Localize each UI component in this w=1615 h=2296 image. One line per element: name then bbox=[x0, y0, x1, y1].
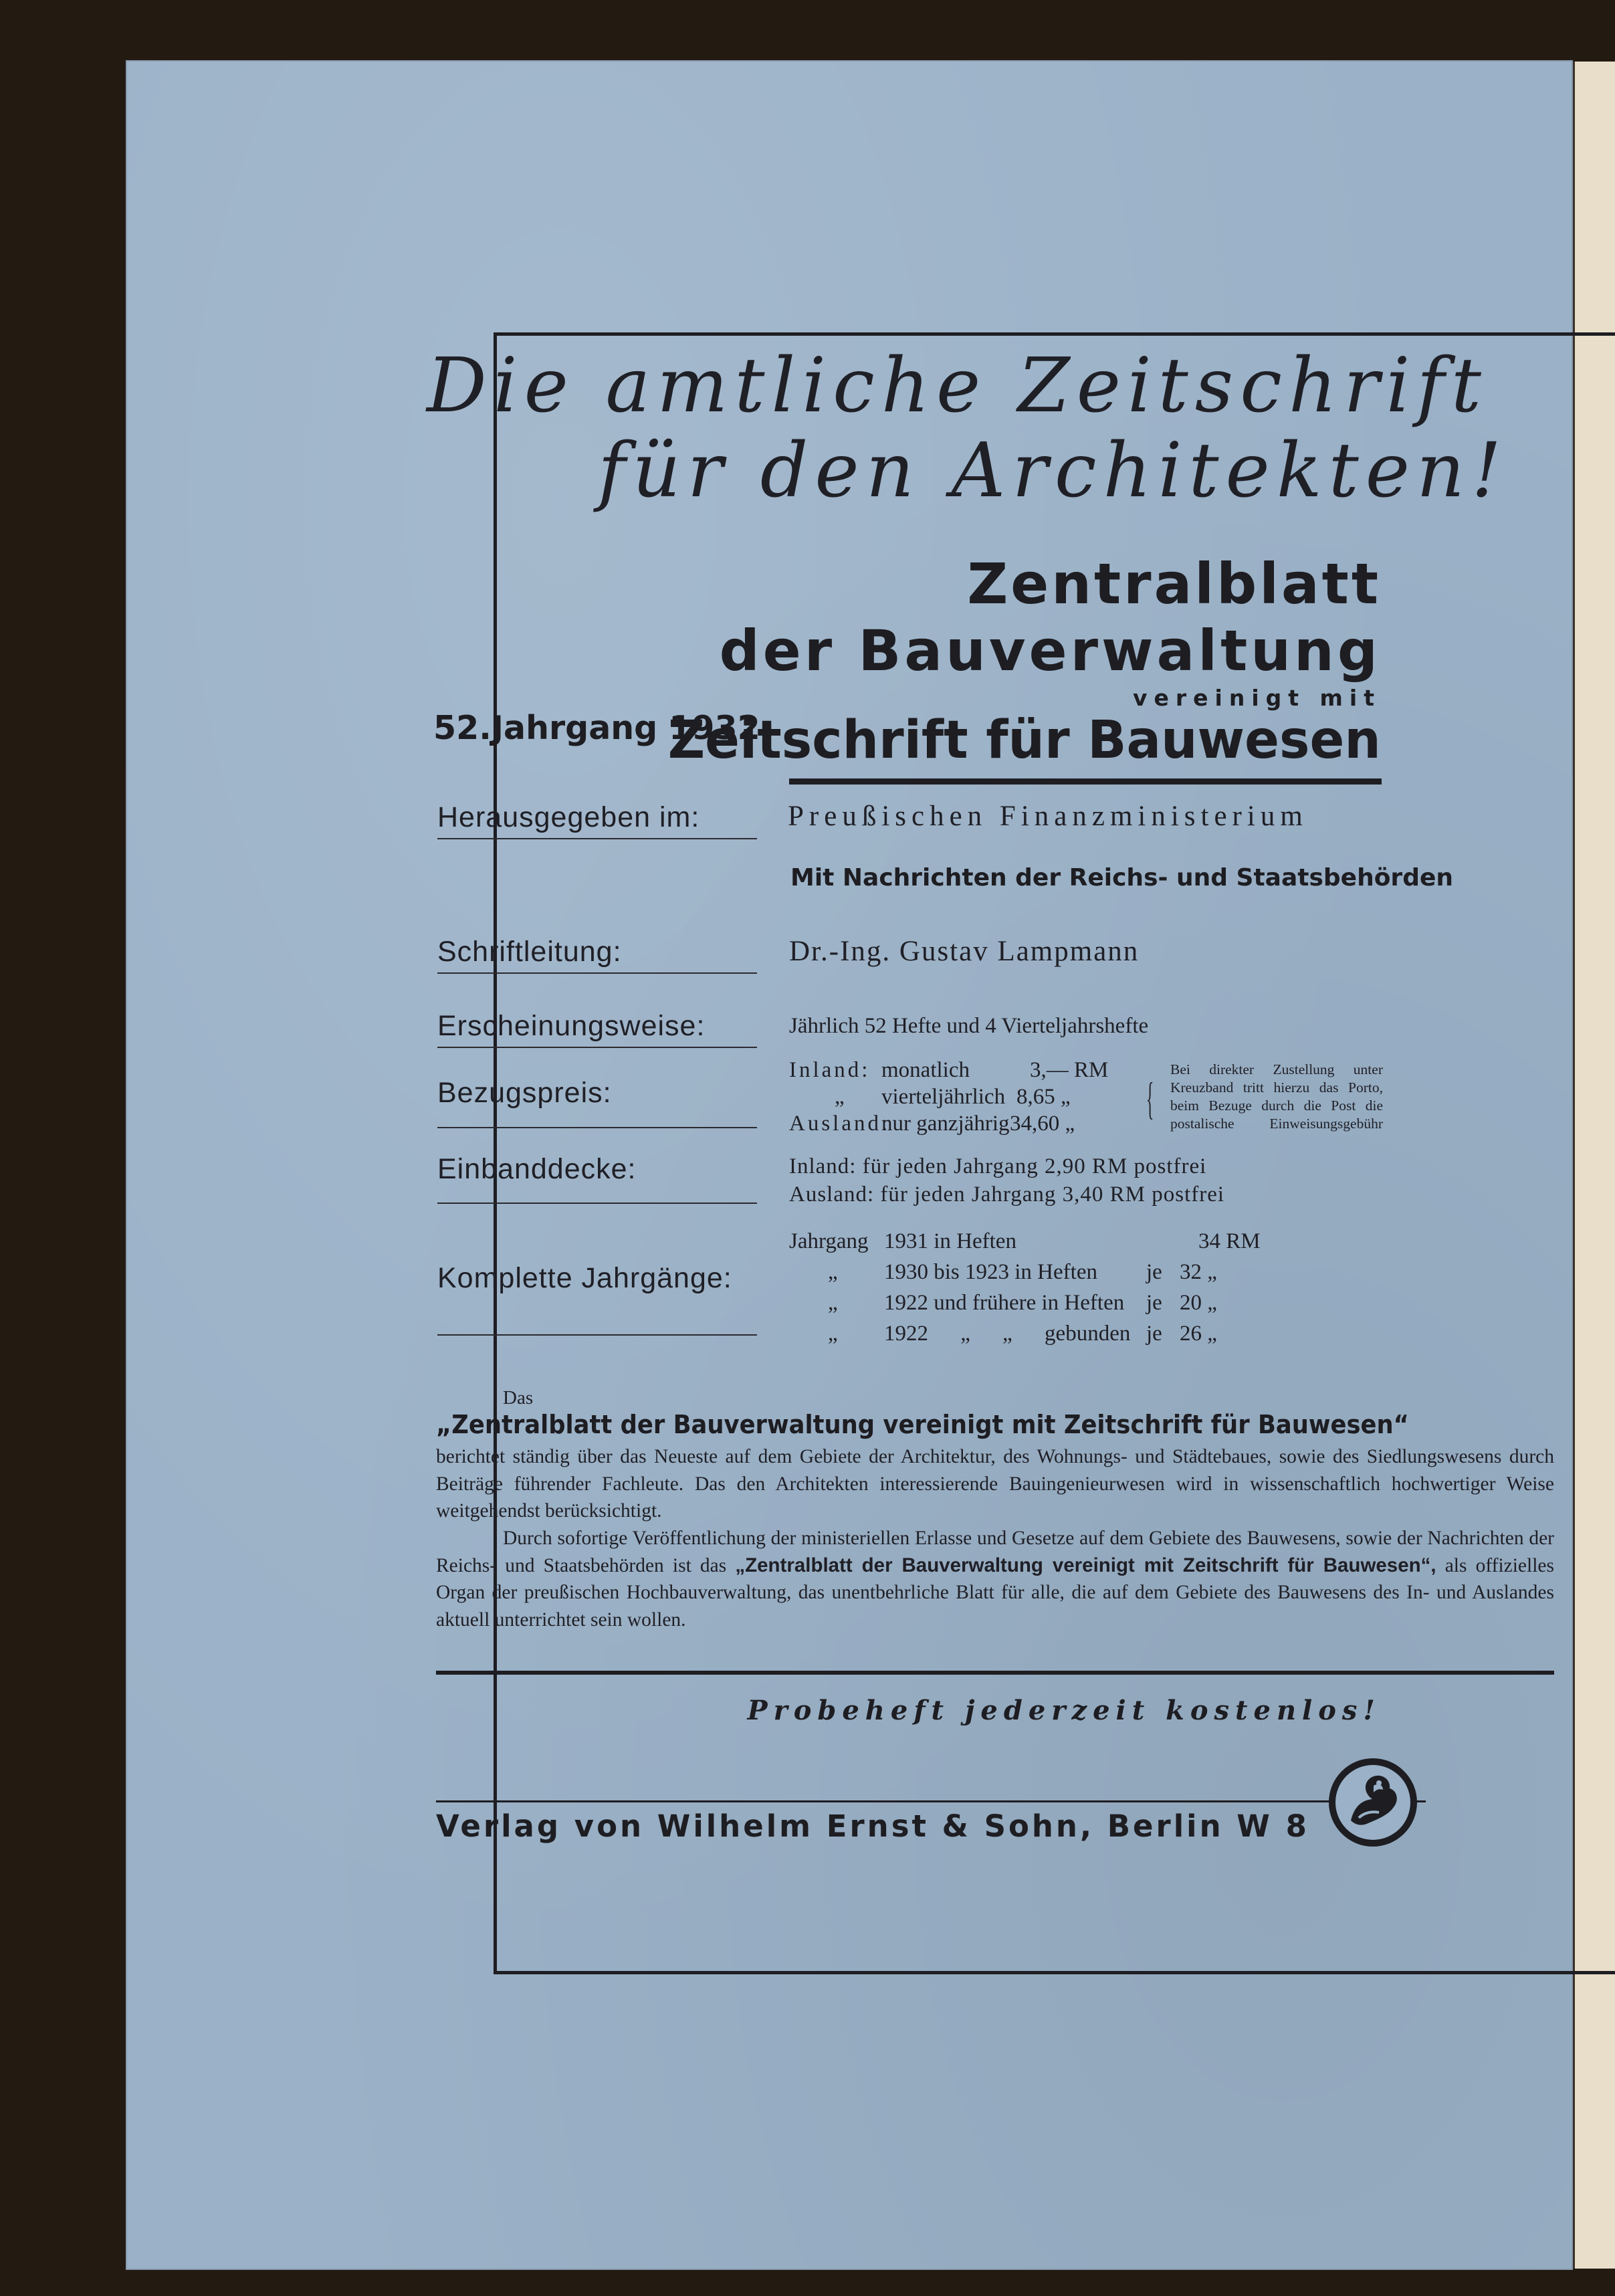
volumes-line-2-label: „ bbox=[828, 1260, 838, 1284]
volumes-line-4-price: 26 „ bbox=[1180, 1322, 1217, 1346]
frequency-label-underline bbox=[437, 1047, 757, 1048]
volumes-line-1-price: 34 RM bbox=[1198, 1229, 1261, 1253]
sample-rule bbox=[436, 1671, 1554, 1675]
sample-offer: Probeheft jederzeit kostenlos! bbox=[747, 1695, 1381, 1726]
footer-rule bbox=[436, 1800, 1426, 1802]
document-page bbox=[127, 62, 1572, 2269]
body-das: Das bbox=[503, 1387, 534, 1408]
price-line-3-region: Ausland: bbox=[789, 1112, 891, 1136]
price-note: Bei direkter Zustellung unter Kreuzband tritt hierzu das Porto, beim Bezuge durch die Post die postalische Einweisungsgebühr bbox=[1170, 1061, 1383, 1132]
publisher-value: Preußischen Finanzministerium bbox=[788, 801, 1308, 832]
volumes-line-1-label: Jahrgang bbox=[789, 1229, 869, 1253]
price-line-2-period: vierteljährlich bbox=[881, 1085, 1006, 1109]
price-line-3-amount: 34,60 „ bbox=[1010, 1112, 1075, 1136]
masthead-title-1: Zentralblatt bbox=[967, 551, 1381, 617]
volume-year: 52.Jahrgang 1932 bbox=[433, 709, 760, 747]
editor-label-underline bbox=[437, 972, 757, 974]
price-label-underline bbox=[437, 1127, 757, 1128]
editor-label: Schriftleitung: bbox=[437, 936, 622, 968]
volumes-line-3-years: 1922 und frühere in Heften bbox=[884, 1291, 1125, 1315]
volumes-line-4-je: je bbox=[1146, 1322, 1162, 1346]
price-line-2-amount: 8,65 „ bbox=[1016, 1085, 1071, 1109]
masthead-title-3: Zeitschrift für Bauwesen bbox=[667, 710, 1381, 770]
price-brace: { bbox=[1146, 1073, 1154, 1124]
volumes-line-4-years: 1922 „ „ gebunden bbox=[884, 1322, 1131, 1346]
publisher-griffin-logo-icon bbox=[1324, 1754, 1422, 1851]
volumes-line-3-price: 20 „ bbox=[1180, 1291, 1217, 1315]
binding-label: Einbanddecke: bbox=[437, 1153, 637, 1185]
headline-line-1: Die amtliche Zeitschrift bbox=[427, 342, 1488, 429]
publisher-label-underline bbox=[437, 838, 757, 839]
price-line-2-region: „ bbox=[835, 1085, 845, 1109]
publisher-label: Herausgegeben im: bbox=[437, 801, 700, 833]
publisher-imprint: Verlag von Wilhelm Ernst & Sohn, Berlin W 8 bbox=[436, 1808, 1309, 1844]
binding-line-1: Inland: für jeden Jahrgang 2,90 RM postfrei bbox=[789, 1154, 1207, 1178]
volumes-line-3-label: „ bbox=[828, 1291, 838, 1315]
volumes-line-2-price: 32 „ bbox=[1180, 1260, 1217, 1284]
frequency-label: Erscheinungsweise: bbox=[437, 1010, 706, 1042]
volumes-line-3-je: je bbox=[1146, 1291, 1162, 1315]
masthead-title-2: der Bauverwaltung bbox=[719, 618, 1381, 684]
price-line-1-amount: 3,— RM bbox=[1030, 1058, 1109, 1082]
subtitle: Mit Nachrichten der Reichs- und Staatsbehörden bbox=[790, 864, 1454, 892]
masthead-rule bbox=[789, 778, 1382, 785]
binding-line-2: Ausland: für jeden Jahrgang 3,40 RM postfrei bbox=[789, 1182, 1225, 1207]
body-heading: „Zentralblatt der Bauverwaltung vereinigt mit Zeitschrift für Bauwesen“ bbox=[436, 1410, 1409, 1439]
price-label: Bezugspreis: bbox=[437, 1077, 612, 1109]
volumes-line-4-label: „ bbox=[828, 1322, 838, 1346]
volumes-line-2-years: 1930 bis 1923 in Heften bbox=[884, 1260, 1097, 1284]
price-line-3-period: nur ganzjährig bbox=[881, 1112, 1010, 1136]
volumes-label-underline bbox=[437, 1334, 757, 1336]
volumes-line-2-je: je bbox=[1146, 1260, 1162, 1284]
headline-line-2: für den Architekten! bbox=[598, 427, 1509, 514]
price-line-1-region: Inland: bbox=[789, 1058, 871, 1082]
frequency-value: Jährlich 52 Hefte und 4 Vierteljahrshefte bbox=[789, 1014, 1149, 1038]
masthead-joined: vereinigt mit bbox=[1132, 685, 1381, 711]
volumes-label: Komplette Jahrgänge: bbox=[437, 1262, 732, 1294]
volumes-line-1-years: 1931 in Heften bbox=[884, 1229, 1016, 1253]
price-line-1-period: monatlich bbox=[881, 1058, 970, 1082]
body-paragraph-2: Durch sofortige Veröffentlichung der ministeriellen Erlasse und Gesetze auf dem Gebiete des Bauwesens, sowie der Nachrichten der Reichs- und Staatsbehörden ist das „Zentralblatt der Bauverwaltung vereinigt mit Zeitschrift für Bauwesen“, als offizielles Organ der preußischen Hochbauverwaltung, das unentbehrliche Blatt für alle, die auf dem Gebiete des Bauwesens des In- und Auslandes aktuell unterrichtet sein wollen. bbox=[436, 1528, 1554, 1631]
binding-label-underline bbox=[437, 1203, 757, 1204]
body-paragraph-1: berichtet ständig über das Neueste auf dem Gebiete der Architektur, des Wohnungs- und Städtebaues, sowie des Siedlungswesens durch Beiträge führender Fachleute. Das den Architekten interessierende Bauingenieurwesen wird in wissenschaftlich hochwertiger Weise weitgehendst berücksichtigt. bbox=[436, 1446, 1554, 1522]
editor-value: Dr.-Ing. Gustav Lampmann bbox=[789, 936, 1140, 967]
